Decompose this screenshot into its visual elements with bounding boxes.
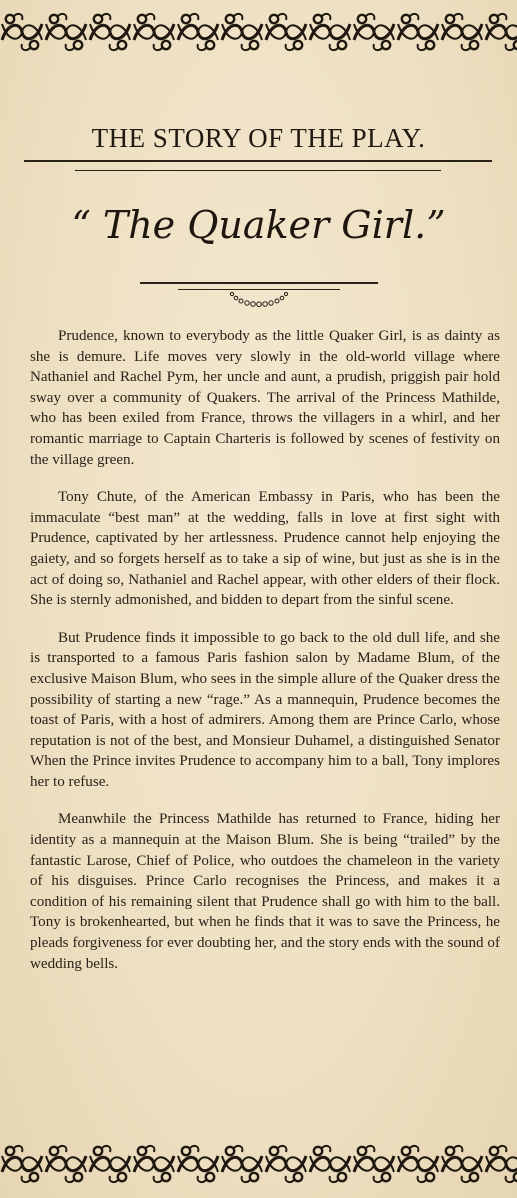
story-paragraph: Tony Chute, of the American Embassy in Paris, who has been the immaculate “best man” at the wedding, falls in love at first sight with Prudence, captivated by her artlessness. Prudence cannot help enjoying the gaiety, and so forgets herself as to take a sip of wine, but just as she is in the act of doing so, Nathaniel and Rachel appear, with other elders of their flock. She is sternly admonished, and bidden to depart from the sinful scene. [30, 489, 500, 609]
title-rule-long [140, 282, 378, 284]
bead-garland-ornament-icon [224, 290, 294, 310]
bottom-scroll-border [0, 1142, 517, 1186]
story-paragraph: Prudence, known to everybody as the little Quaker Girl, is as dainty as she is demure. Life moves very slowly in the old-world village where Nathaniel and Rachel Pym, her uncle and aunt, a prudish, priggish pair hold sway over a community of Quakers. The arrival of the Princess Mathilde, who has been exiled from France, throws the villagers in a whirl, and her romantic marriage to Captain Charteris is followed by scenes of festivity on the village green. [30, 328, 500, 468]
play-title: “ The Quaker Girl.” [71, 203, 446, 247]
story-paragraph: But Prudence finds it impossible to go back to the old dull life, and she is transported to a famous Paris fashion salon by Madame Blum, of the exclusive Maison Blum, who sees in the simple allure of the Quaker dress the possibility of starting a new “rage.” As a mannequin, Prudence becomes the toast of Paris, with a host of admirers. Among them are Prince Carlo, whose reputation is not of the best, and Monsieur Duhamel, a distinguished Senator When the Prince invites Prudence to accompany him to a ball, Tony implores her to refuse. [30, 629, 500, 790]
scroll-border-icon [0, 1142, 517, 1186]
section-heading: THE STORY OF THE PLAY. [91, 123, 426, 153]
scroll-border-icon [0, 10, 517, 54]
heading-rule-short [75, 170, 441, 171]
story-paragraph: Meanwhile the Princess Mathilde has returned to France, hiding her identity as a mannequin at the Maison Blum. She is being “trailed” by the fantastic Larose, Chief of Police, who outdoes the chameleon in the variety of his disguises. Prince Carlo recognises the Princess, and makes it a condition of his remaining silent that Prudence shall go with him to the ball. Tony is brokenhearted, but when he finds that it was to save the Princess, he pleads forgiveness for ever doubting her, and the story ends with the sound of wedding bells. [30, 811, 500, 972]
story-text [30, 326, 500, 991]
heading-rule-long [24, 160, 492, 162]
top-scroll-border [0, 10, 517, 54]
